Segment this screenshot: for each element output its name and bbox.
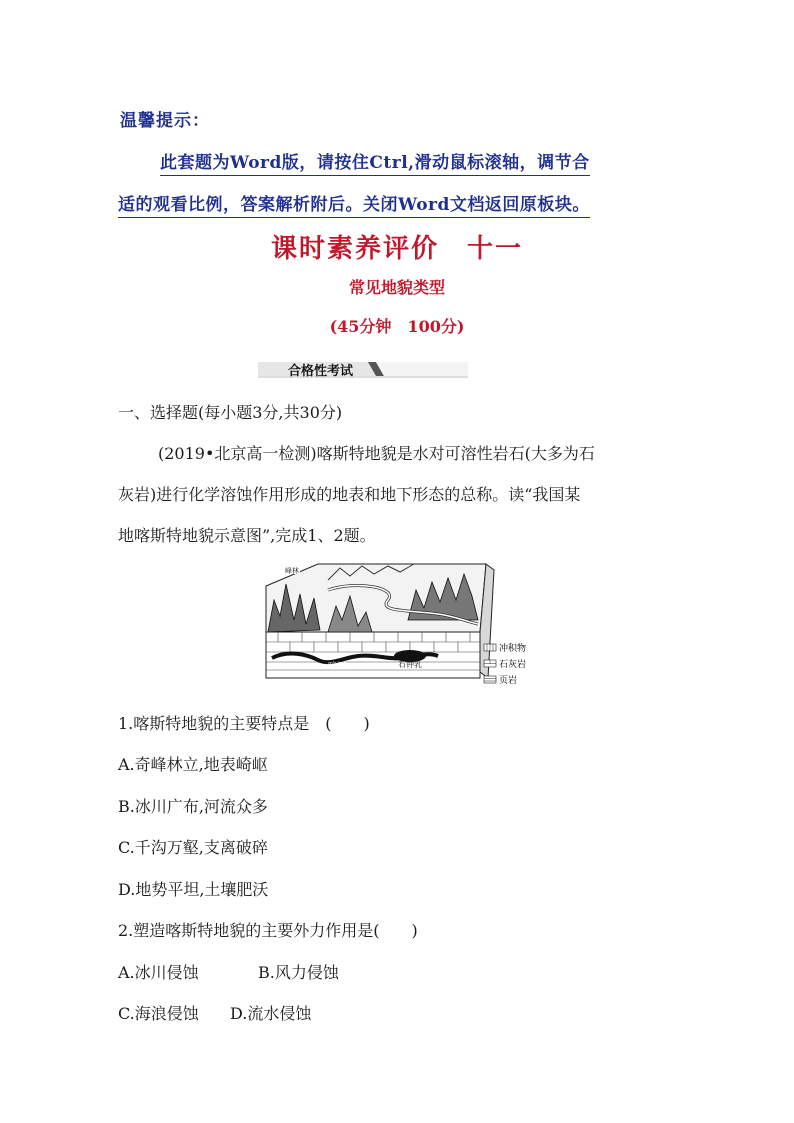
question-2-option-a: A.冰川侵蚀	[118, 963, 199, 982]
page-subtitle: 常见地貌类型	[348, 278, 445, 297]
time-score-line: (45分钟 100分)	[329, 317, 465, 336]
question-2-option-d: D.流水侵蚀	[230, 1004, 312, 1023]
section-label: 合格性考试	[288, 364, 354, 379]
question-2-stem: 2.塑造喀斯特地貌的主要外力作用是( )	[118, 921, 418, 940]
stem-line-1: (2019•北京高一检测)喀斯特地貌是水对可溶性岩石(大多为石	[158, 444, 595, 463]
part-heading: 一、选择题(每小题3分,共30分)	[118, 403, 343, 422]
legend-alluvium: 冲积物	[499, 644, 527, 654]
figure-legend	[484, 642, 526, 686]
question-1-option-a: A.奇峰林立,地表崎岖	[118, 755, 268, 774]
tip-title: 温馨提示：	[120, 111, 210, 131]
section-tag	[258, 360, 468, 378]
label-underground-river: 暗河	[328, 662, 347, 672]
tip-line-1: 此套题为Word版，请按住Ctrl,滑动鼠标滚轴，调节合	[160, 148, 590, 176]
legend-limestone: 石灰岩	[499, 660, 527, 670]
question-1-option-c: C.千沟万壑,支离破碎	[118, 838, 268, 857]
label-peak: 峰林	[285, 567, 299, 575]
stem-line-2: 灰岩)进行化学溶蚀作用形成的地表和地下形态的总称。读“我国某	[118, 485, 581, 504]
question-1-option-d: D.地势平坦,土壤肥沃	[118, 880, 269, 899]
label-stalactite: 石钟乳	[398, 660, 422, 669]
karst-diagram	[258, 560, 530, 692]
karst-diagram-svg	[258, 560, 530, 692]
legend-shale: 页岩	[499, 676, 518, 686]
question-1-stem: 1.喀斯特地貌的主要特点是 ( )	[118, 714, 370, 733]
stem-line-3: 地喀斯特地貌示意图”,完成1、2题。	[118, 526, 376, 545]
tip-line-2: 适的观看比例，答案解析附后。关闭Word文档返回原板块。	[118, 190, 590, 218]
page-title: 课时素养评价 十一	[270, 234, 523, 264]
question-1-option-b: B.冰川广布,河流众多	[118, 797, 268, 816]
question-2-option-c: C.海浪侵蚀	[118, 1004, 199, 1023]
question-2-option-b: B.风力侵蚀	[258, 963, 339, 982]
